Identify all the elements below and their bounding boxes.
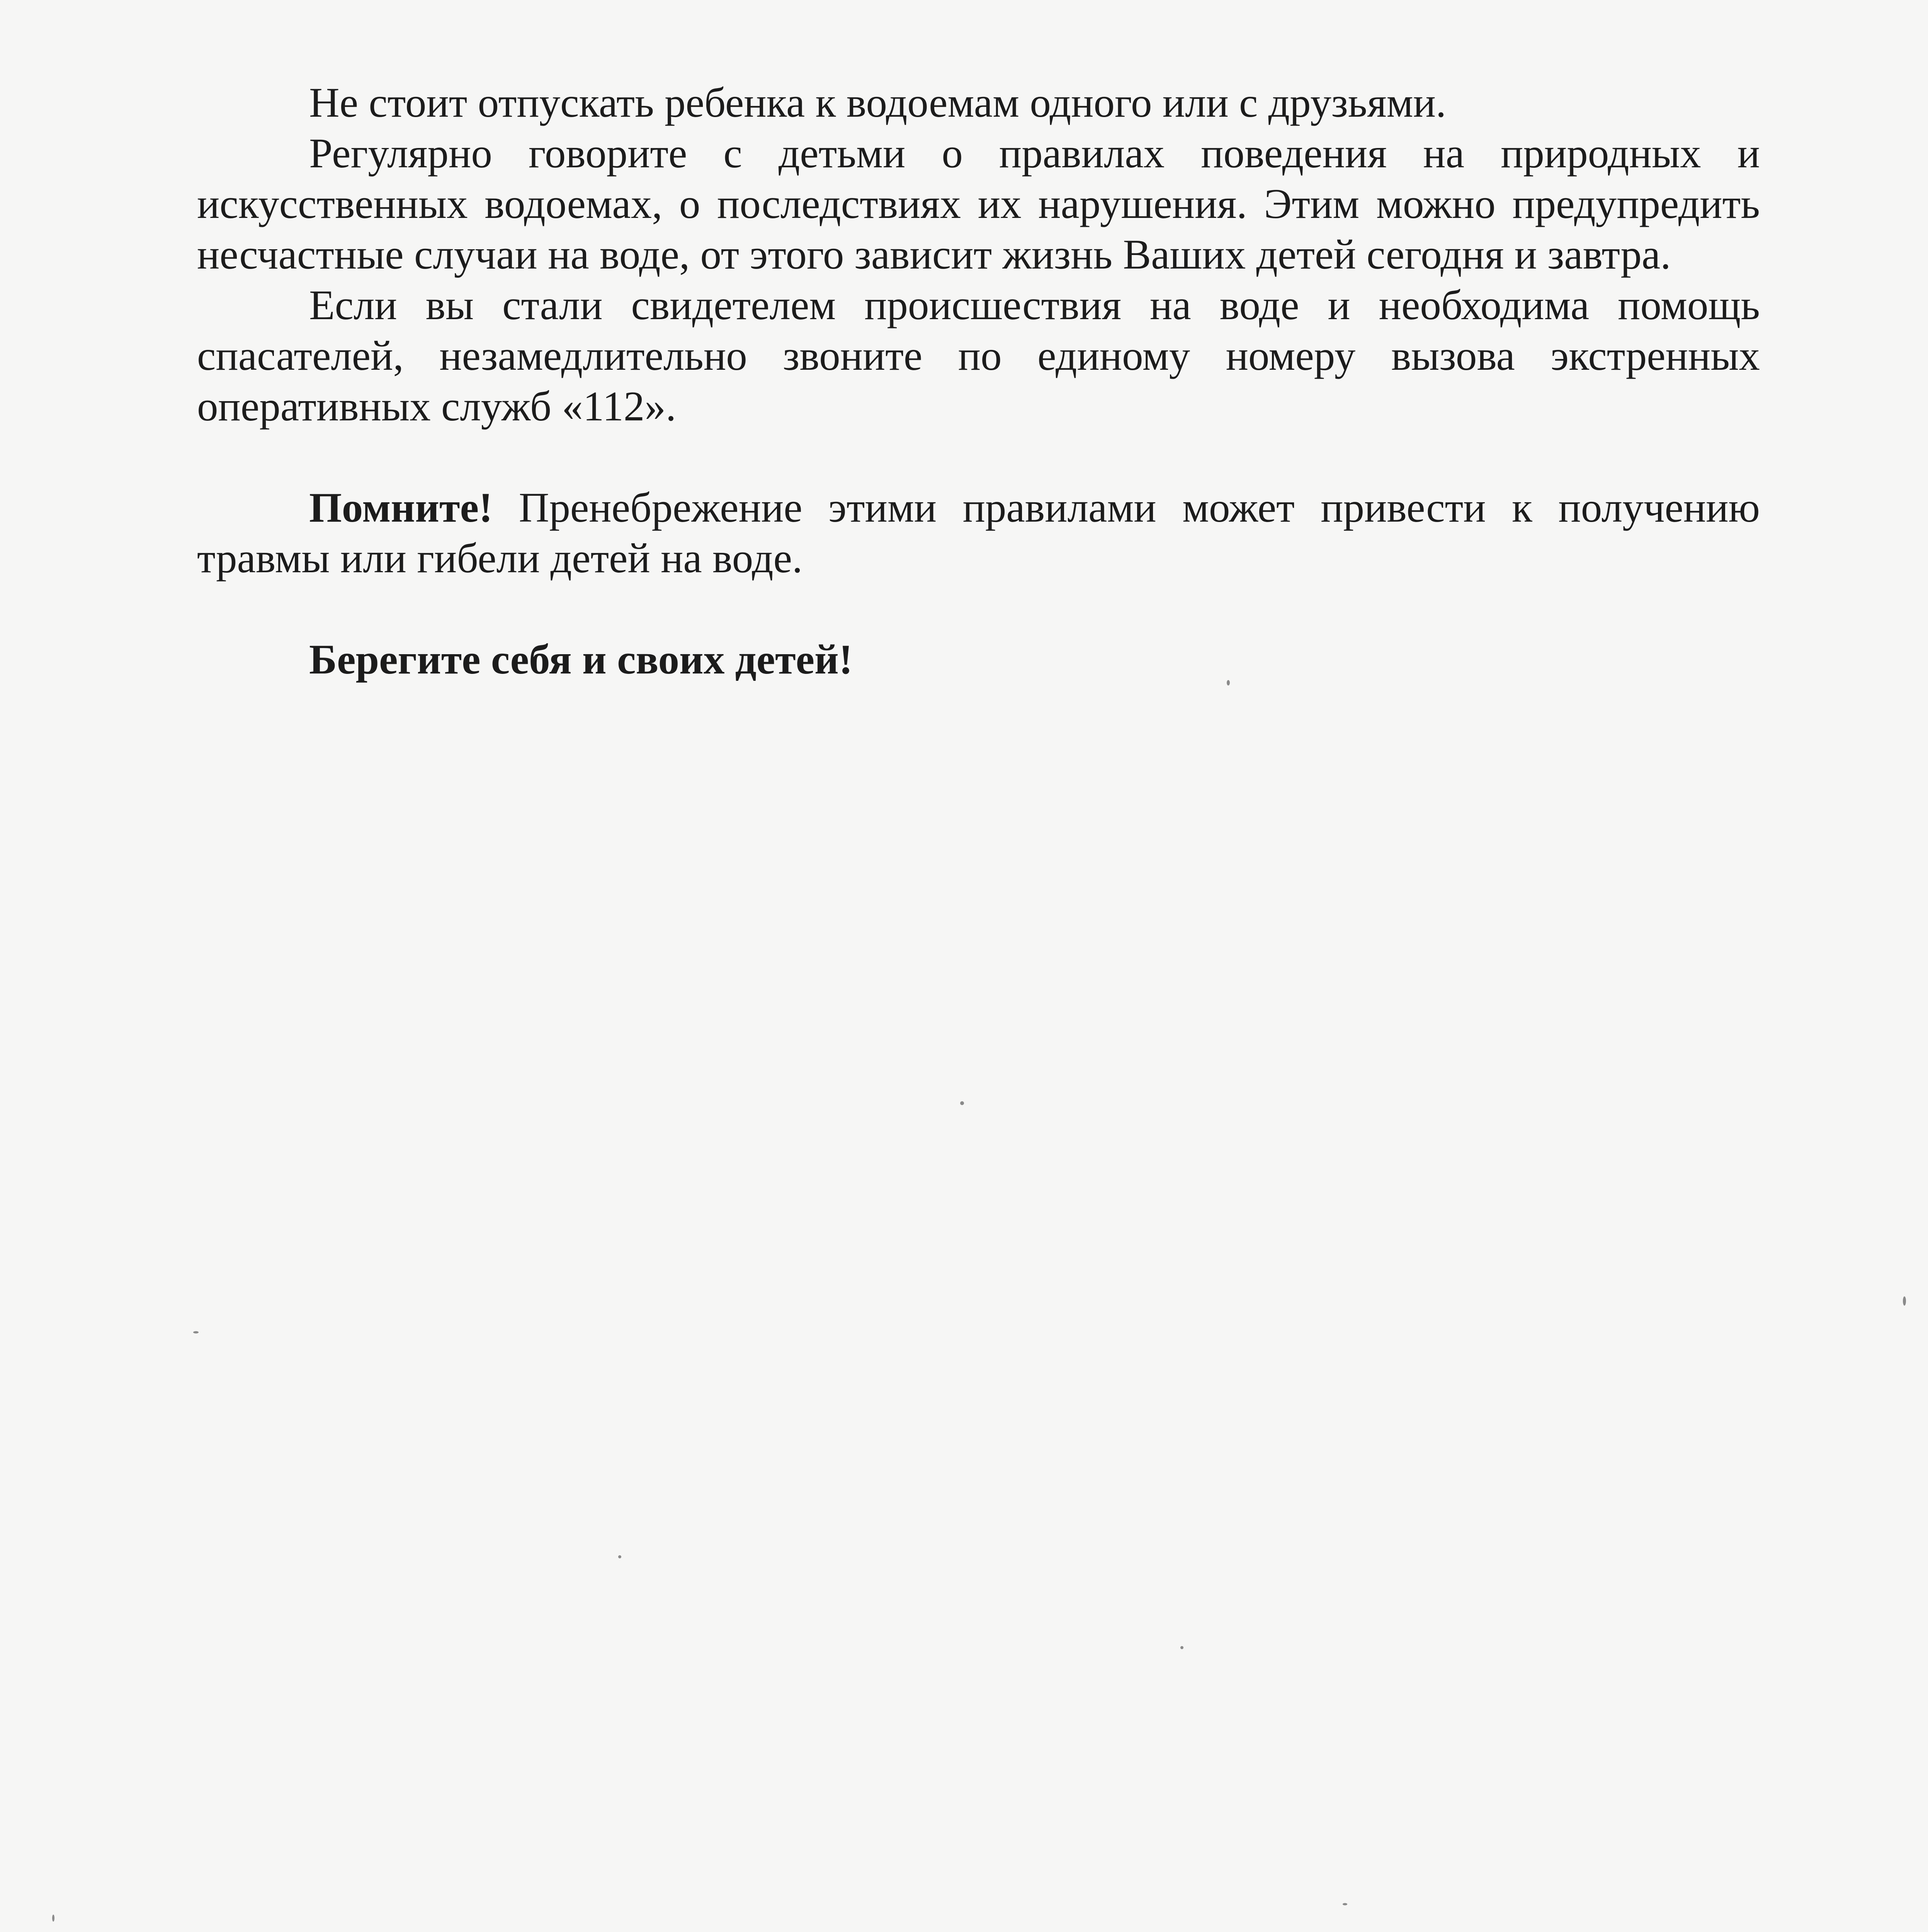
paragraph-warning xyxy=(197,482,1760,583)
scan-speck xyxy=(618,1555,621,1558)
paragraph-emergency-call: Если вы стали свидетелем происшествия на воде и необходима помощь спасателей, незамедлительно звоните по единому номеру вызова экстренных оперативных служб «112». xyxy=(197,282,1760,430)
warning-text: Пренебрежение этими правилами может привести к получению травмы или гибели детей на воде. xyxy=(197,484,1760,582)
scan-speck xyxy=(193,1331,199,1333)
warning-lead: Помните! xyxy=(309,484,493,531)
scan-speck xyxy=(960,1101,964,1105)
document-body xyxy=(197,77,1760,685)
paragraph-supervision: Не стоит отпускать ребенка к водоемам одного или с друзьями. xyxy=(309,79,1447,126)
scan-speck xyxy=(52,1915,54,1922)
scan-speck xyxy=(1180,1646,1183,1649)
paragraph-talk-to-children: Регулярно говорите с детьми о правилах поведения на природных и искусственных водоемах, о последствиях их нарушения. Этим можно предупредить несчастные случаи на воде, от этого зависит жизнь Ваших детей сегодня и завтра. xyxy=(197,130,1760,278)
closing-line: Берегите себя и своих детей! xyxy=(309,636,853,683)
spacer xyxy=(197,432,1760,482)
scan-speck xyxy=(1227,680,1230,685)
spacer xyxy=(197,583,1760,634)
scan-speck xyxy=(1903,1296,1906,1306)
scan-speck xyxy=(1343,1903,1347,1905)
